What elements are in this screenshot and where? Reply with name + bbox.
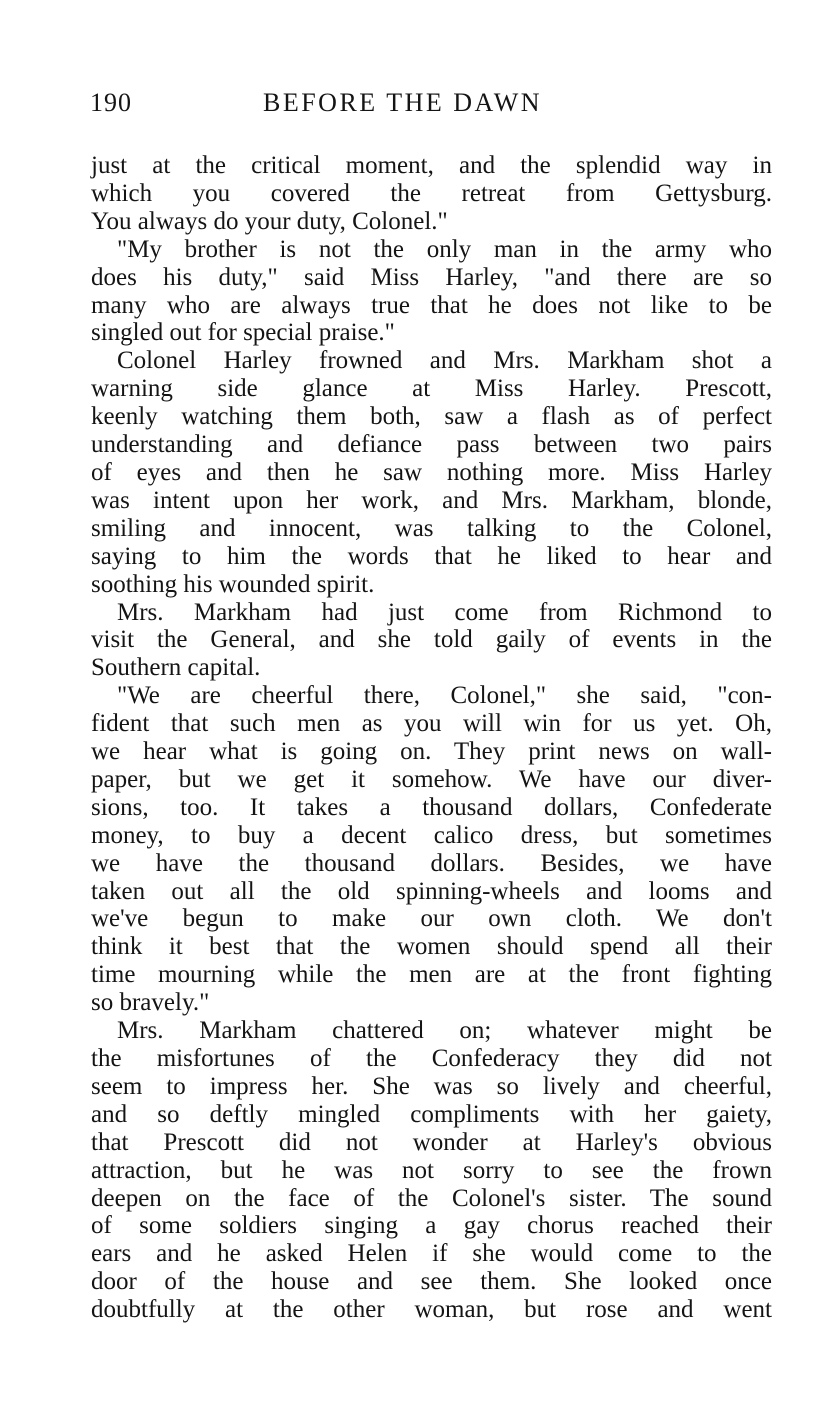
text-line: money, to buy a decent calico dress, but sometimes — [91, 821, 772, 849]
text-line: that Prescott did not wonder at Harley's obvious — [91, 1128, 772, 1156]
text-line: attraction, but he was not sorry to see the frown — [91, 1156, 772, 1184]
paragraph — [91, 152, 772, 236]
paragraph — [91, 347, 772, 598]
body-text — [91, 152, 772, 1324]
text-line: Southern capital. — [91, 654, 261, 682]
text-line: "We are cheerful there, Colonel," she said, "con- — [117, 682, 772, 710]
text-line: time mourning while the men are at the front fighting — [91, 961, 772, 989]
text-line: sions, too. It takes a thousand dollars, Confederate — [91, 793, 772, 821]
text-line: smiling and innocent, was talking to the Colonel, — [91, 514, 772, 542]
text-line: we've begun to make our own cloth. We don't — [91, 905, 772, 933]
text-line: many who are always true that he does not like to be — [91, 291, 772, 319]
text-line: paper, but we get it somehow. We have our diver- — [91, 765, 772, 793]
text-line: Colonel Harley frowned and Mrs. Markham shot a — [117, 347, 772, 375]
text-line: deepen on the face of the Colonel's sister. The sound — [91, 1184, 772, 1212]
running-title: BEFORE THE DAWN — [263, 88, 543, 117]
text-line: just at the critical moment, and the splendid way in — [91, 152, 772, 179]
text-line: think it best that the women should spend all their — [91, 933, 772, 961]
paragraph — [91, 236, 772, 348]
text-line: so bravely." — [91, 989, 210, 1017]
text-line: warning side glance at Miss Harley. Prescott, — [91, 375, 772, 403]
text-line: of some soldiers singing a gay chorus reached their — [91, 1212, 772, 1240]
text-line: "My brother is not the only man in the army who — [117, 235, 772, 263]
text-line: doubtfully at the other woman, but rose and went — [91, 1296, 772, 1324]
text-line: taken out all the old spinning-wheels and looms and — [91, 877, 772, 905]
text-line: keenly watching them both, saw a flash as of perfect — [91, 403, 772, 431]
text-line: saying to him the words that he liked to hear and — [91, 542, 772, 570]
text-line: does his duty," said Miss Harley, "and there are so — [91, 263, 772, 291]
text-line: seem to impress her. She was so lively and cheerful, — [91, 1072, 772, 1100]
text-line: we hear what is going on. They print news on wall- — [91, 738, 772, 766]
text-line: fident that such men as you will win for us yet. Oh, — [91, 710, 772, 738]
paragraph — [91, 682, 772, 1017]
text-line: we have the thousand dollars. Besides, we have — [91, 849, 772, 877]
text-line: soothing his wounded spirit. — [91, 570, 375, 598]
running-header — [90, 88, 770, 128]
text-line: the misfortunes of the Confederacy they did not — [91, 1045, 772, 1072]
text-line: visit the General, and she told gaily of events in the — [91, 626, 772, 654]
text-line: was intent upon her work, and Mrs. Markham, blonde, — [91, 486, 772, 514]
paragraph — [91, 1017, 772, 1324]
text-line: You always do your duty, Colonel." — [91, 207, 448, 235]
text-line: which you covered the retreat from Gettysburg. — [91, 179, 772, 207]
text-line: Mrs. Markham chattered on; whatever might be — [117, 1017, 772, 1045]
text-line: and so deftly mingled compliments with her gaiety, — [91, 1100, 772, 1128]
paragraph — [91, 599, 772, 683]
text-line: of eyes and then he saw nothing more. Miss Harley — [91, 458, 772, 486]
text-line: singled out for special praise." — [91, 319, 395, 347]
text-line: understanding and defiance pass between two pairs — [91, 431, 772, 459]
text-line: ears and he asked Helen if she would come to the — [91, 1240, 772, 1268]
page-number: 190 — [90, 88, 132, 117]
text-line: door of the house and see them. She looked once — [91, 1268, 772, 1296]
text-line: Mrs. Markham had just come from Richmond to — [117, 598, 772, 626]
